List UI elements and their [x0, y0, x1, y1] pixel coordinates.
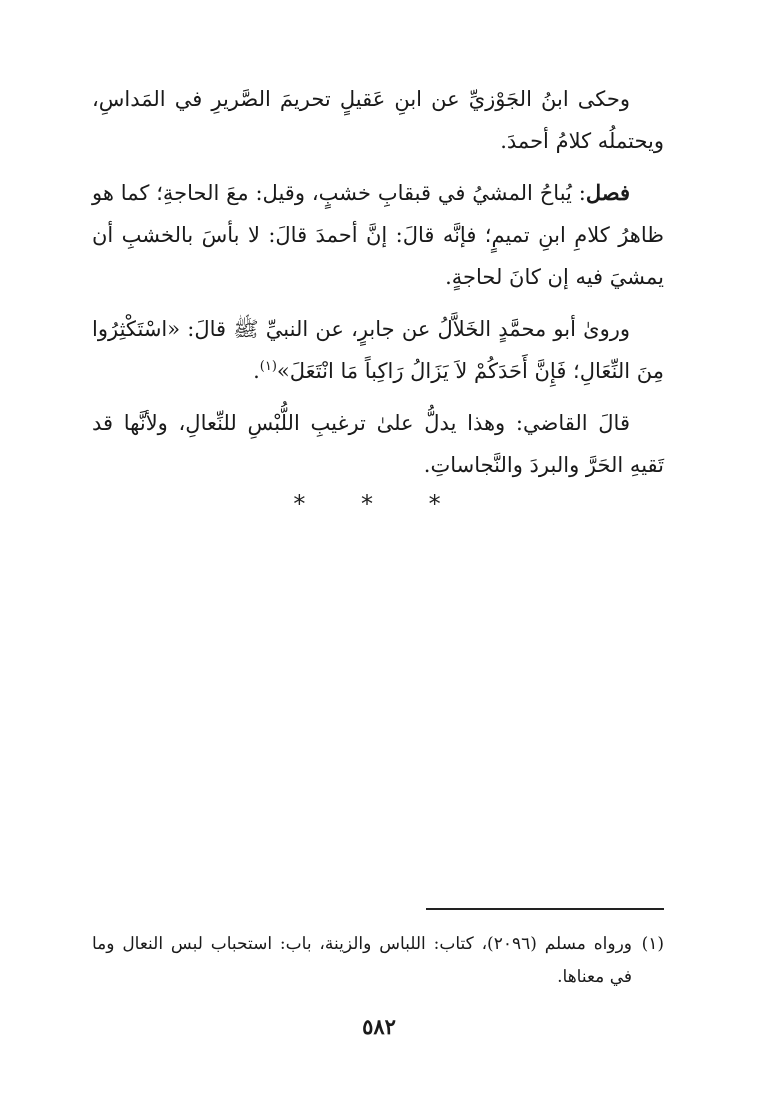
paragraph-4-text: قالَ القاضي: وهذا يدلُّ علىٰ ترغيبِ اللُّبْسِ للنِّعالِ، ولأنَّها قد تَقيهِ الحَرَّ والبردَ والنَّجاساتِ.: [92, 411, 664, 477]
paragraph-2: [92, 172, 664, 298]
paragraph-1: [92, 78, 664, 162]
footnote-number: (١): [641, 934, 664, 954]
footnote-1: [92, 928, 664, 994]
paragraph-3-text: وروىٰ أبو محمَّدٍ الخَلاَّلُ عن جابرٍ، عن النبيِّ ﷺ قالَ: «اسْتَكْثِرُوا مِنَ النِّعَالِ؛ فَإِنَّ أَحَدَكُمْ لاَ يَزَالُ رَاكِباً مَا انْتَعَلَ»: [92, 317, 664, 383]
footnote-divider: [426, 908, 664, 910]
paragraph-2-text: : يُباحُ المشيُ في قبقابِ خشبٍ، وقيل: معَ الحاجةِ؛ كما هو ظاهرُ كلامِ ابنِ تميمٍ؛ فإنَّه قالَ: إنَّ أحمدَ قالَ: لا بأسَ بالخشبِ أن يمشيَ فيه إن كانَ لحاجةٍ.: [92, 181, 664, 289]
footnotes: [92, 928, 664, 994]
footnote-reference: (١): [259, 359, 277, 374]
paragraph-1-text: وحكى ابنُ الجَوْزيِّ عن ابنِ عَقيلٍ تحريمَ الصَّريرِ في المَداسِ، ويحتملُه كلامُ أحمدَ.: [92, 87, 664, 153]
paragraph-4: [92, 402, 664, 486]
page-number: ٥٨٢: [362, 1014, 396, 1039]
section-separator: * * *: [293, 490, 465, 518]
paragraph-3: [92, 308, 664, 392]
main-text: [92, 78, 664, 496]
section-keyword: فصل: [585, 180, 630, 205]
paragraph-3-tail: .: [253, 359, 260, 383]
footnote-text: ورواه مسلم (٢٠٩٦)، كتاب: اللباس والزينة، باب: استحباب لبس النعال وما في معناها.: [92, 934, 632, 987]
